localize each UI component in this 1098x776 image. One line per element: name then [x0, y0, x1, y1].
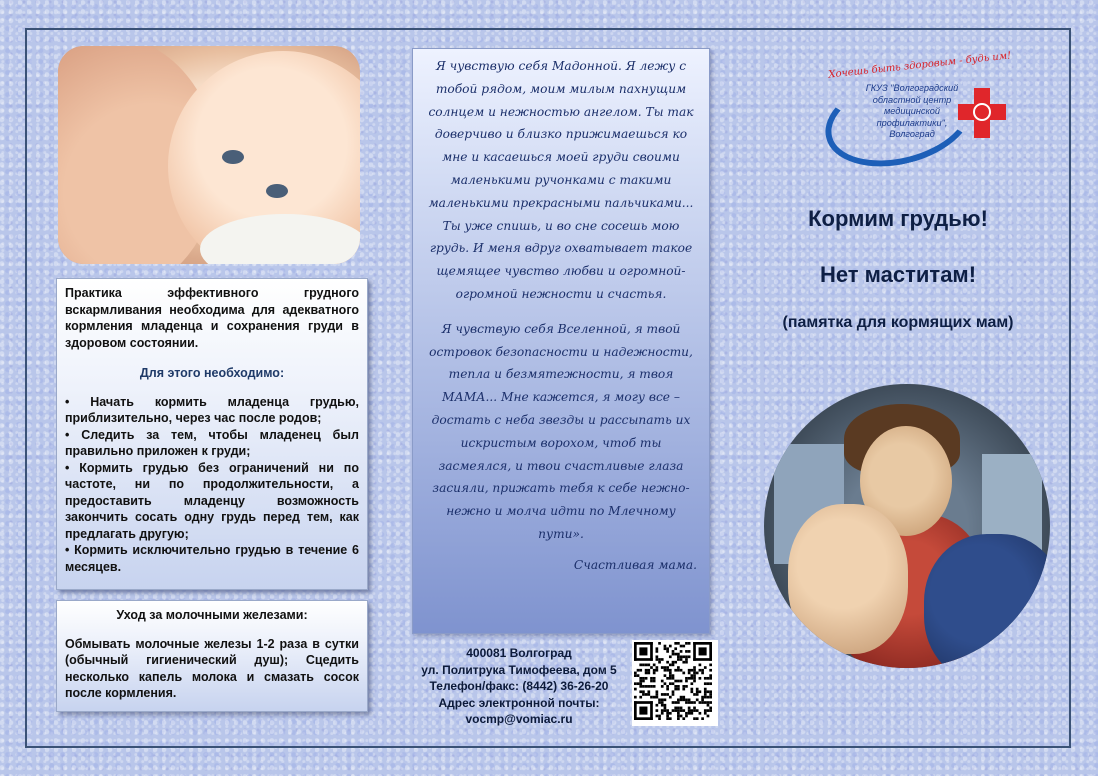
- practice-intro: Практика эффективного грудного вскармливания необходима для адекватного кормления младенца и сохранения груди в здоровом состоянии.: [65, 286, 359, 350]
- poem-stanza-1: Я чувствую себя Мадонной. Я лежу с тобой рядом, моим милым пахнущим солнцем и нежностью ангелом. Ты так доверчиво и близко прижимаешься ко мне и касаешься моей груди своими маленькими ручонками с такими маленькими прекрасными пальчиками... Ты уже спишь, и во сне сосешь мою грудь. И меня вдруг охватывает такое щемящее чувство любви и огромной-огромной нежности и счастья.: [428, 59, 694, 301]
- poem-stanza-2: Я чувствую себя Вселенной, я твой островок безопасности и надежности, тепла и безмятежности, я твоя МАМА... Мне кажется, я могу все – достать с неба звезды и рассыпать их искристым ворохом, чтоб ты засмеялся, и твои счастливые глаза засияли, прижать тебя к себе нежно-нежно и молча идти по Млечному пути».: [429, 321, 693, 541]
- poem-signature: Счастливая мама.: [573, 557, 697, 572]
- list-item: • Кормить грудью без ограничений ни по частоте, ни по продолжительности, а предоставить младенцу возможность закончить сосать одну грудь перед тем, как предлагать другую;: [65, 460, 359, 541]
- list-item: • Начать кормить младенца грудью, приблизительно, через час после родов;: [65, 394, 359, 425]
- breastfeeding-baby-photo: [58, 46, 360, 264]
- breast-care-box: [56, 600, 368, 712]
- breastfeeding-practice-box: [56, 278, 368, 590]
- breast-care-heading: Уход за молочными железами:: [116, 608, 308, 622]
- leaflet-note: (памятка для кормящих мам): [782, 314, 1014, 331]
- heart-icon: [973, 103, 991, 121]
- madonna-painting: [764, 384, 1050, 668]
- organization-logo: [820, 50, 1020, 170]
- contact-address: [412, 645, 626, 728]
- email-address[interactable]: vocmp@vomiac.ru: [465, 712, 573, 726]
- list-item: • Следить за тем, чтобы младенец был правильно приложен к груди;: [65, 427, 359, 458]
- breast-care-text: Обмывать молочные железы 1-2 раза в сутки (обычный гигиенический душ); Сцедить несколько капель молока и смазать сосок после кормления.: [65, 636, 359, 700]
- logo-slogan: Хочешь быть здоровым - будь им!: [827, 50, 1012, 81]
- requirements-subheading: Для этого необходимо:: [139, 366, 285, 380]
- requirements-list: [65, 394, 359, 576]
- page-title: Кормим грудью!: [808, 206, 988, 231]
- address-city: 400081 Волгоград: [466, 646, 572, 660]
- logo-org-name: ГКУЗ "Волгоградский областной центр медицинской профилактики", Волгоград: [865, 83, 959, 139]
- page-subtitle: Нет маститам!: [819, 262, 977, 287]
- email-label: Адрес электронной почты:: [438, 695, 600, 710]
- address-street: ул. Политрука Тимофеева, дом 5: [421, 662, 617, 677]
- poem-panel: [412, 48, 710, 634]
- list-item: • Кормить исключительно грудью в течение 6 месяцев.: [65, 543, 359, 574]
- phone-fax: Телефон/факс: (8442) 36-26-20: [429, 679, 609, 693]
- qr-code: [632, 640, 718, 726]
